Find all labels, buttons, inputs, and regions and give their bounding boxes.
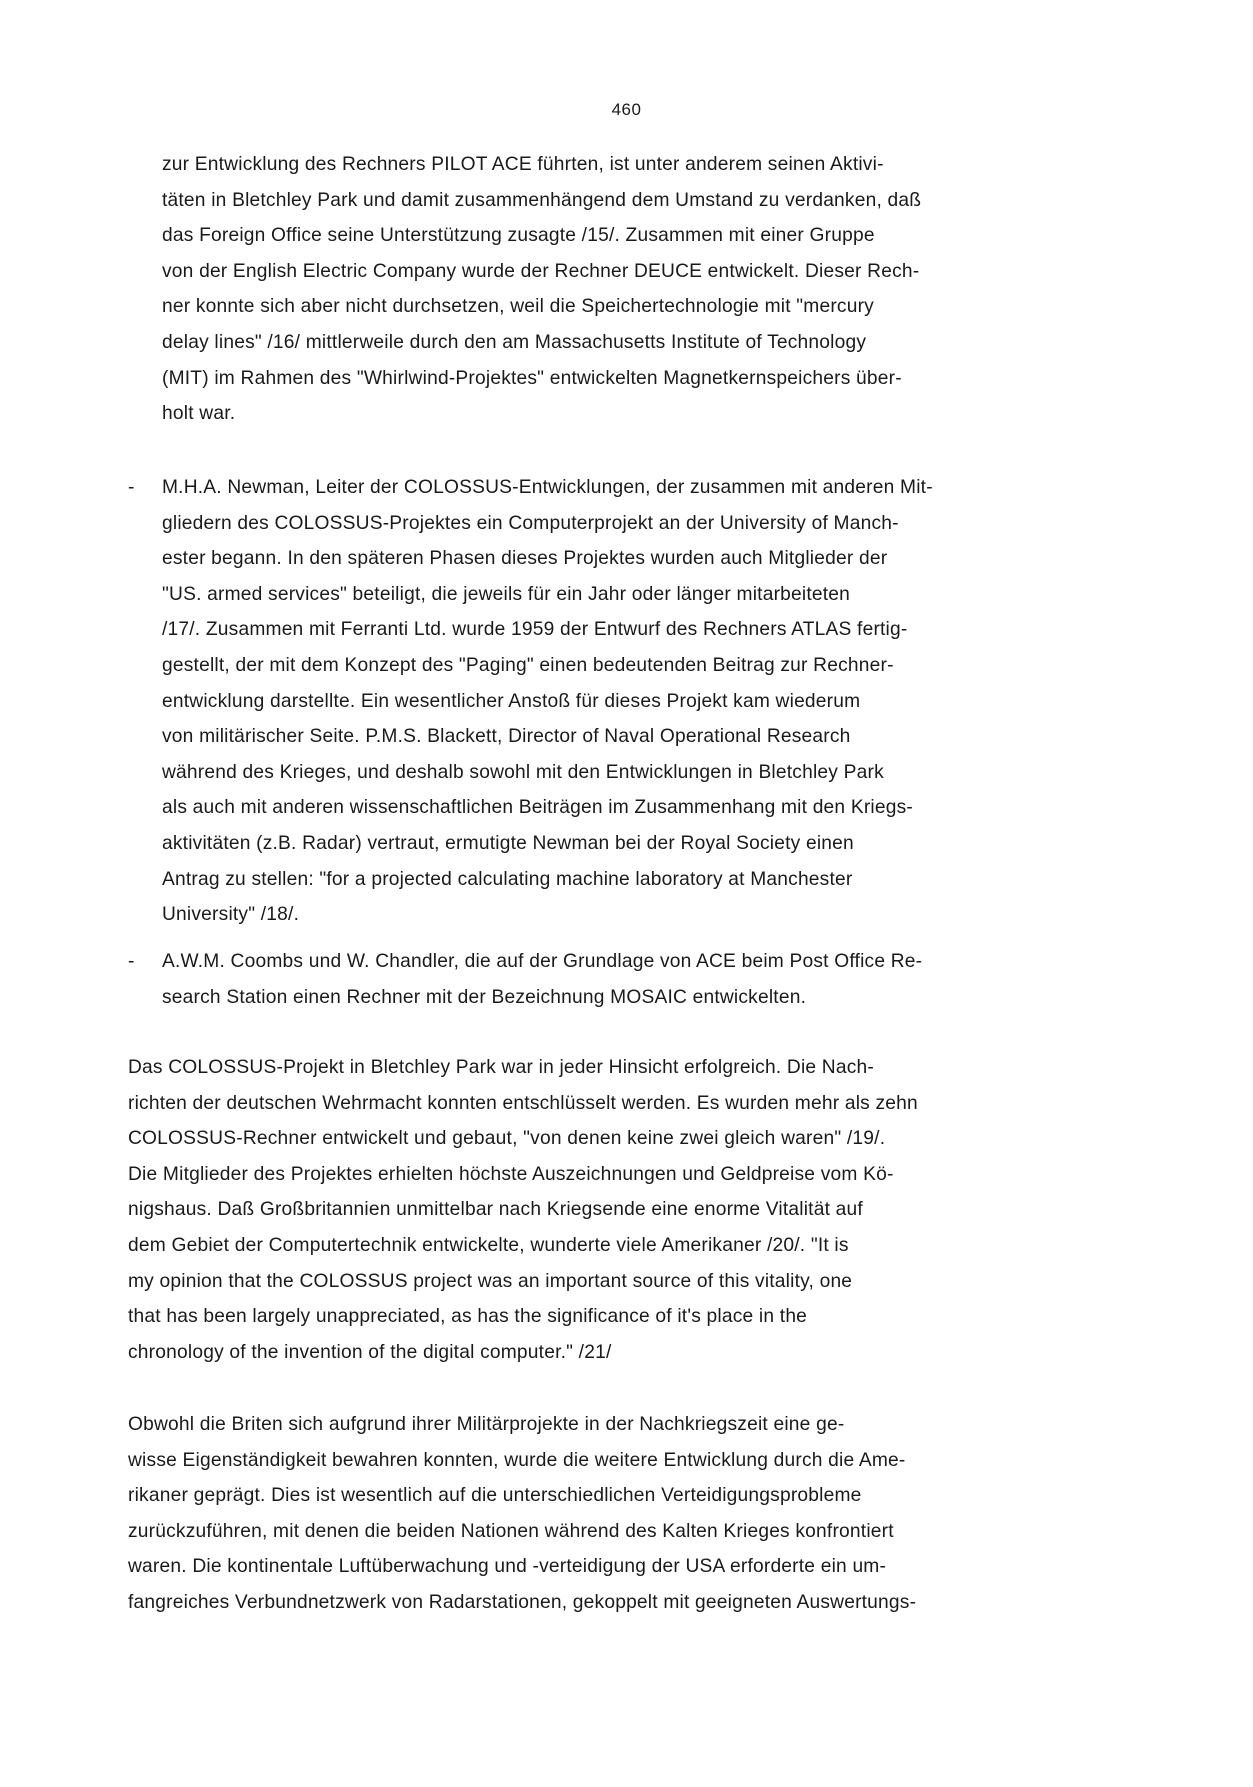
- text-line: Das COLOSSUS-Projekt in Bletchley Park war in jeder Hinsicht erfolgreich. Die Nach-: [128, 1057, 874, 1078]
- text-line: zurückzuführen, mit denen die beiden Nationen während des Kalten Krieges konfrontiert: [128, 1520, 894, 1542]
- text-line: A.W.M. Coombs und W. Chandler, die auf der Grundlage von ACE beim Post Office Re-: [162, 951, 923, 972]
- text-line: gliedern des COLOSSUS-Projektes ein Computerprojekt an der University of Manch-: [162, 512, 899, 534]
- text-line: (MIT) im Rahmen des "Whirlwind-Projektes" entwickelten Magnetkernspeichers über-: [162, 367, 902, 389]
- continuation-paragraph: [162, 147, 921, 432]
- text-line: "US. armed services" beteiligt, die jeweils für ein Jahr oder länger mitarbeiteten: [162, 583, 851, 605]
- text-line: Antrag zu stellen: "for a projected calculating machine laboratory at Manchester: [162, 868, 853, 890]
- text-line: wisse Eigenständigkeit bewahren konnten, wurde die weitere Entwicklung durch die Ame-: [128, 1449, 906, 1471]
- text-line: my opinion that the COLOSSUS project was an important source of this vitality, one: [128, 1270, 853, 1292]
- text-line: täten in Bletchley Park und damit zusammenhängend dem Umstand zu verdanken, daß: [162, 189, 922, 211]
- text-line: nigshaus. Daß Großbritannien unmittelbar nach Kriegsende eine enorme Vitalität auf: [128, 1199, 863, 1221]
- text-line: Obwohl die Briten sich aufgrund ihrer Militärprojekte in der Nachkriegszeit eine ge-: [128, 1414, 845, 1435]
- text-line: ester begann. In den späteren Phasen dieses Projektes wurden auch Mitglieder der: [162, 548, 888, 570]
- paragraph-colossus: [128, 1050, 918, 1370]
- text-line: delay lines" /16/ mittlerweile durch den am Massachusetts Institute of Technology: [162, 331, 867, 353]
- bullet-marker: -: [128, 951, 135, 972]
- text-line: von der English Electric Company wurde der Rechner DEUCE entwickelt. Dieser Rech-: [162, 260, 920, 282]
- text-line: M.H.A. Newman, Leiter der COLOSSUS-Entwicklungen, der zusammen mit anderen Mit-: [162, 477, 933, 498]
- text-line: entwicklung darstellte. Ein wesentlicher Anstoß für dieses Projekt kam wiederum: [162, 690, 861, 712]
- text-line: waren. Die kontinentale Luftüberwachung und -verteidigung der USA erforderte ein um-: [128, 1556, 887, 1578]
- text-line: aktivitäten (z.B. Radar) vertraut, ermutigte Newman bei der Royal Society einen: [162, 832, 854, 854]
- text-line: richten der deutschen Wehrmacht konnten entschlüsselt werden. Es wurden mehr als zehn: [128, 1092, 918, 1114]
- text-line: search Station einen Rechner mit der Bezeichnung MOSAIC entwickelten.: [162, 986, 807, 1008]
- text-line: Die Mitglieder des Projektes erhielten höchste Auszeichnungen und Geldpreise vom Kö-: [128, 1163, 894, 1185]
- text-line: ner konnte sich aber nicht durchsetzen, weil die Speichertechnologie mit "mercury: [162, 296, 874, 318]
- text-line: chronology of the invention of the digital computer." /21/: [128, 1341, 612, 1363]
- bullet-marker: -: [128, 477, 135, 498]
- text-line: /17/. Zusammen mit Ferranti Ltd. wurde 1959 der Entwurf des Rechners ATLAS fertig-: [162, 619, 908, 641]
- text-line: that has been largely unappreciated, as has the significance of it's place in the: [128, 1306, 808, 1328]
- bullet-item-coombs: [162, 944, 922, 1015]
- text-line: COLOSSUS-Rechner entwickelt und gebaut, "von denen keine zwei gleich waren" /19/.: [128, 1128, 886, 1150]
- text-line: fangreiches Verbundnetzwerk von Radarstationen, gekoppelt mit geeigneten Auswertungs-: [128, 1591, 917, 1613]
- bullet-item-newman: [162, 470, 933, 933]
- text-line: das Foreign Office seine Unterstützung zusagte /15/. Zusammen mit einer Gruppe: [162, 225, 875, 247]
- text-line: University" /18/.: [162, 904, 300, 926]
- text-line: während des Krieges, und deshalb sowohl mit den Entwicklungen in Bletchley Park: [162, 761, 884, 783]
- text-line: als auch mit anderen wissenschaftlichen Beiträgen im Zusammenhang mit den Kriegs-: [162, 797, 914, 819]
- page-number: 460: [611, 100, 642, 119]
- text-line: holt war.: [162, 403, 236, 425]
- text-line: von militärischer Seite. P.M.S. Blackett, Director of Naval Operational Research: [162, 726, 851, 748]
- text-line: rikaner geprägt. Dies ist wesentlich auf die unterschiedlichen Verteidigungsprobleme: [128, 1485, 862, 1507]
- text-line: zur Entwicklung des Rechners PILOT ACE führten, ist unter anderem seinen Aktivi-: [162, 154, 884, 175]
- text-line: dem Gebiet der Computertechnik entwickelte, wunderte viele Amerikaner /20/. "It is: [128, 1234, 849, 1256]
- paragraph-briten: [128, 1407, 916, 1621]
- text-line: gestellt, der mit dem Konzept des "Paging" einen bedeutenden Beitrag zur Rechner-: [162, 654, 894, 676]
